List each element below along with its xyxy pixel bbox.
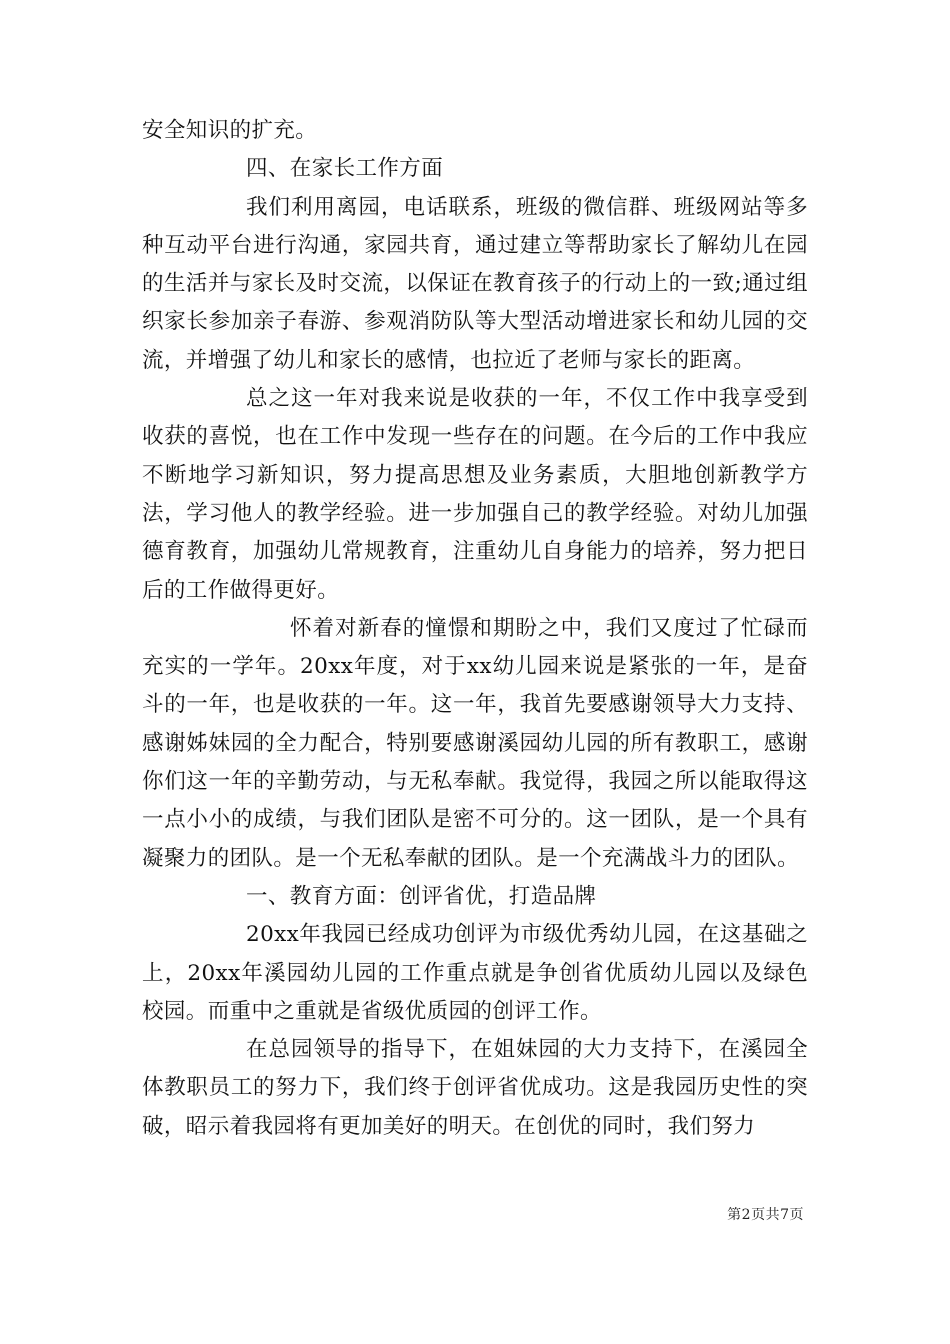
- paragraph-evaluation-success: 在总园领导的指导下，在姐妹园的大力支持下，在溪园全体教职员工的努力下，我们终于创评省优成功。这是我园历史性的突破，昭示着我园将有更加美好的明天。在创优的同时，我们努力: [142, 1037, 808, 1139]
- document-body: [142, 112, 808, 1146]
- paragraph-new-year-intro: 怀着对新春的憧憬和期盼之中，我们又度过了忙碌而充实的一学年。20xx年度，对于xx幼儿园来说是紧张的一年，是奋斗的一年，也是收获的一年。这一年，我首先要感谢领导大力支持、感谢姊妹园的全力配合，特别要感谢溪园幼儿园的所有教职工，感谢你们这一年的辛勤劳动，与无私奉献。我觉得，我园之所以能取得这一点小小的成绩，与我们团队是密不可分的。这一团队，是一个具有凝聚力的团队。是一个无私奉献的团队。是一个充满战斗力的团队。: [142, 615, 808, 871]
- paragraph-summary: 总之这一年对我来说是收获的一年，不仅工作中我享受到收获的喜悦，也在工作中发现一些存在的问题。在今后的工作中我应不断地学习新知识，努力提高思想及业务素质，大胆地创新教学方法，学习他人的教学经验。进一步加强自己的教学经验。对幼儿加强德育教育，加强幼儿常规教育，注重幼儿自身能力的培养，努力把日后的工作做得更好。: [142, 386, 808, 603]
- paragraph-evaluation-goal: 20xx年我园已经成功创评为市级优秀幼儿园，在这基础之上，20xx年溪园幼儿园的工作重点就是争创省优质幼儿园以及绿色校园。而重中之重就是省级优质园的创评工作。: [142, 922, 808, 1024]
- section-heading-parent-work: 四、在家长工作方面: [246, 156, 444, 182]
- page-number-footer: 第2页共7页: [727, 1207, 804, 1223]
- paragraph-continuation: 安全知识的扩充。: [142, 118, 318, 143]
- paragraph-parent-communication: 我们利用离园，电话联系，班级的微信群、班级网站等多种互动平台进行沟通，家园共育，通过建立等帮助家长了解幼儿在园的生活并与家长及时交流，以保证在教育孩子的行动上的一致;通过组织家长参加亲子春游、参观消防队等大型活动增进家长和幼儿园的交流，并增强了幼儿和家长的感情，也拉近了老师与家长的距离。: [142, 194, 808, 373]
- section-heading-education: 一、教育方面：创评省优，打造品牌: [246, 883, 597, 909]
